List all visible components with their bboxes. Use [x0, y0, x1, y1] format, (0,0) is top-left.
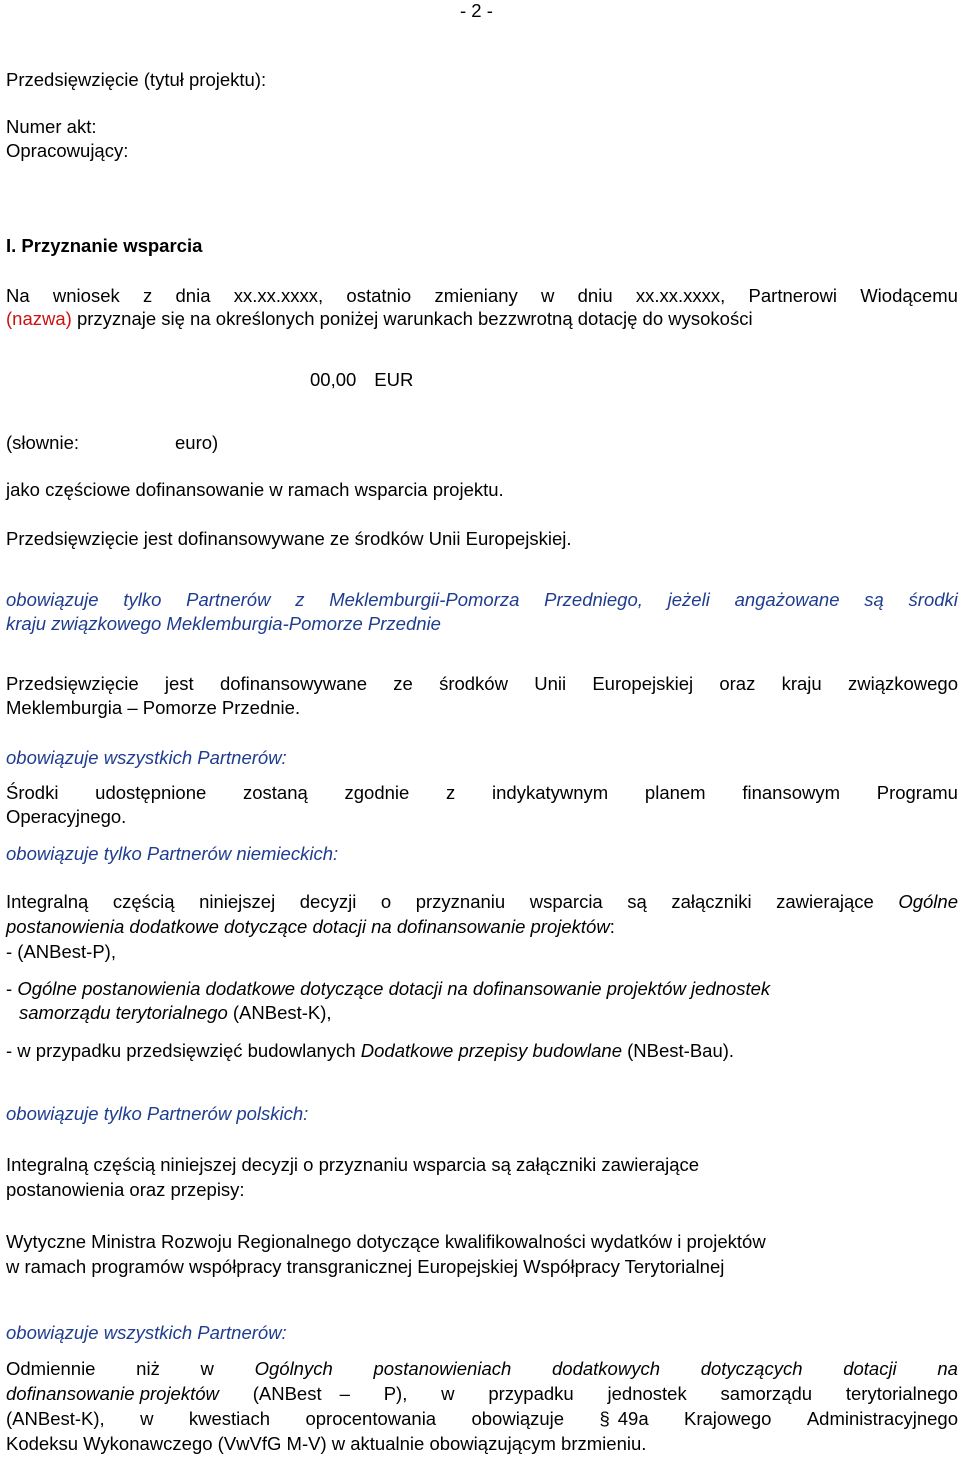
german-partners-note: obowiązuje tylko Partnerów niemieckich:	[6, 843, 339, 864]
funds-text-line2: Operacyjnego.	[6, 806, 127, 827]
section-heading: I. Przyznanie wsparcia	[6, 235, 203, 256]
beneficiary-name-placeholder: (nazwa)	[6, 308, 72, 329]
interest-text-line4: Kodeksu Wykonawczego (VwVfG M-V) w aktualnie obowiązującym brzmieniu.	[6, 1433, 647, 1454]
grant-amount: 00,00 EUR	[310, 369, 414, 390]
interest-text-line3: (ANBest-K), w kwestiach oprocentowania obowiązuje § 49a Krajowego Administracyjnego	[6, 1408, 958, 1429]
german-annex-item-nbest-bau: - w przypadku przedsięwzięć budowlanych Dodatkowe przepisy budowlane (NBest-Bau).	[6, 1040, 735, 1061]
page-number: - 2 -	[460, 0, 493, 21]
mv-cofinancing-line2: Meklemburgia – Pomorze Przednie.	[6, 697, 301, 718]
file-number-label: Numer akt:	[6, 116, 97, 137]
interest-text-line2: dofinansowanie projektów (ANBest – P), w przypadku jednostek samorządu terytorialnego	[6, 1383, 958, 1404]
project-title-label: Przedsięwzięcie (tytuł projektu):	[6, 69, 267, 90]
german-annex-item-anbest-p: - (ANBest-P),	[6, 941, 116, 962]
eu-cofinancing-text: Przedsięwzięcie jest dofinansowywane ze środków Unii Europejskiej.	[6, 528, 572, 549]
guidelines-line2: w ramach programów współpracy transgranicznej Europejskiej Współpracy Terytorialnej	[6, 1256, 725, 1277]
mv-cofinancing-line1: Przedsięwzięcie jest dofinansowywane ze środków Unii Europejskiej oraz kraju związkowego	[6, 673, 958, 694]
grant-paragraph-line1: Na wniosek z dnia xx.xx.xxxx, ostatnio zmieniany w dniu xx.xx.xxxx, Partnerowi Wiodącemu	[6, 285, 958, 306]
all-partners-note-2: obowiązuje wszystkich Partnerów:	[6, 1322, 287, 1343]
polish-annex-intro-line1: Integralną częścią niniejszej decyzji o przyznaniu wsparcia są załączniki zawierające	[6, 1154, 700, 1175]
german-annex-intro-line1: Integralną częścią niniejszej decyzji o przyznaniu wsparcia są załączniki zawierające Ogólne	[6, 891, 958, 912]
grant-paragraph-line2: (nazwa) przyznaje się na określonych poniżej warunkach bezzwrotną dotację do wysokości	[6, 308, 753, 329]
polish-partners-note: obowiązuje tylko Partnerów polskich:	[6, 1103, 309, 1124]
funds-text-line1: Środki udostępnione zostaną zgodnie z indykatywnym planem finansowym Programu	[6, 782, 958, 803]
german-annex-intro-line2: postanowienia dodatkowe dotyczące dotacji na dofinansowanie projektów:	[6, 916, 615, 937]
interest-text-line1: Odmiennie niż w Ogólnych postanowieniach dodatkowych dotyczących dotacji na	[6, 1358, 958, 1379]
purpose-text: jako częściowe dofinansowanie w ramach wsparcia projektu.	[6, 479, 504, 500]
prepared-by-label: Opracowujący:	[6, 140, 129, 161]
guidelines-line1: Wytyczne Ministra Rozwoju Regionalnego dotyczące kwalifikowalności wydatków i projektów	[6, 1231, 766, 1252]
amount-in-words-label: (słownie:	[6, 432, 79, 453]
section-sign: §	[599, 1408, 610, 1429]
german-annex-item-anbest-k-line2: samorządu terytorialnego (ANBest-K),	[19, 1002, 332, 1023]
amount-in-words-suffix: euro)	[175, 432, 219, 453]
german-annex-item-anbest-k-line1: - Ogólne postanowienia dodatkowe dotyczące dotacji na dofinansowanie projektów jednostek	[6, 978, 771, 999]
all-partners-note: obowiązuje wszystkich Partnerów:	[6, 747, 287, 768]
mv-partners-note-line2: kraju związkowego Meklemburgia-Pomorze Przednie	[6, 613, 441, 634]
polish-annex-intro-line2: postanowienia oraz przepisy:	[6, 1179, 245, 1200]
mv-partners-note-line1: obowiązuje tylko Partnerów z Meklemburgii-Pomorza Przedniego, jeżeli angażowane są środki	[6, 589, 958, 610]
currency: EUR	[374, 369, 414, 390]
